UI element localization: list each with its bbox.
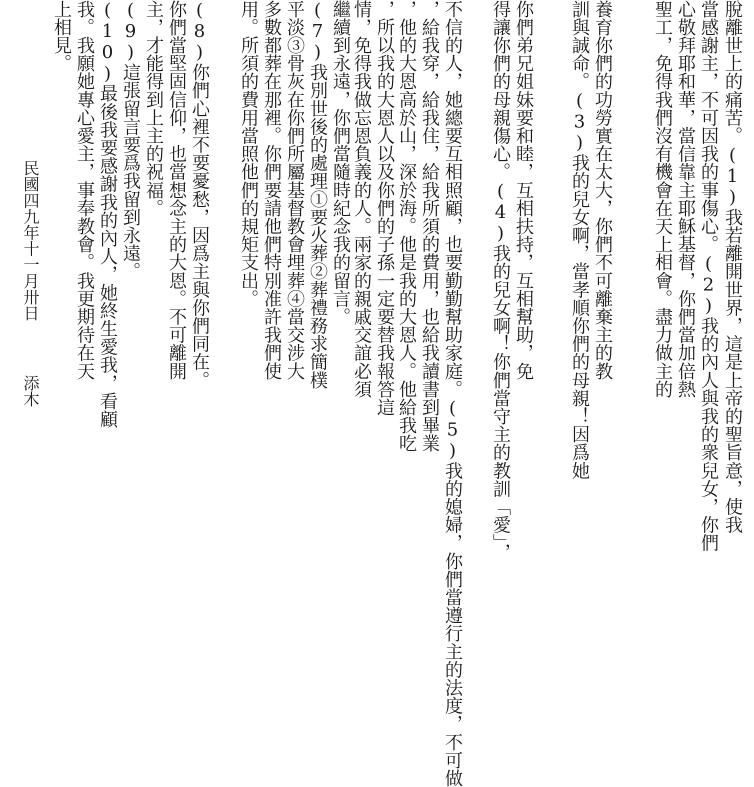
signature: 添木 [21,375,40,408]
text-column-23: (10)最後我要感謝我的內人，她終生愛我，看顧 [97,0,118,429]
text-column-15: (7)我別世後的處理①要火葬②葬禮務求簡樸 [307,0,328,390]
text-column-10: ，給我穿，給我住，給我所須的費用，也給我讀書到畢業 [419,0,440,453]
text-column-1: 脫離世上的痛苦。(1)我若離開世界，這是上帝的聖旨意，使我 [722,0,743,534]
text-column-6: 訓與誠命。(3)我的兒女啊，當孝順你們的母親！因爲她 [569,0,590,480]
text-column-20: 你們當堅固信仰，也當想念主的大恩。不可離開 [166,0,187,381]
text-column-17: 多數都葬在那裡。你們要請他們特別准許我們使 [261,0,282,381]
text-column-8: 得讓你們的母親傷心。(4)我的兒女啊！你們當守主的教訓「愛」， [490,0,511,562]
text-column-5: 養育你們的功勞實在太大，你們不可離棄主的教 [592,0,613,381]
text-column-3: 心敬拜耶和華，當信靠主耶穌基督，你們當加倍熱 [675,0,696,399]
text-column-24: 我。我願她專心愛主，事奉教會。我更期待在天 [74,0,95,381]
text-column-25: 上相見。 [51,0,72,73]
text-column-16: 平淡③骨灰在你們所屬基督教會埋葬④當交涉大 [284,0,305,381]
text-column-18: 用。所須的費用當照他們的規矩支出。 [238,0,259,308]
text-column-4: 聖工，免得我們沒有機會在天上相會。盡力做主的 [652,0,673,399]
text-column-13: 情，免得我做忘恩負義的人。兩家的親戚交誼必須 [351,0,372,399]
text-column-14: 繼續到永遠，你們當隨時紀念我的留言。 [330,0,351,326]
text-column-22: (9)這張留言要爲我留到永遠。 [120,0,141,281]
letter-date: 民國四九年十一月卅日 [21,160,40,321]
text-column-11: ，他的大恩高於山，深於海。他是我的大恩人。他給我吃 [396,0,417,453]
text-column-19: (8)你們心裡不要憂愁，因爲主與你們同在。 [189,0,210,390]
text-column-21: 主，才能得到上主的祝福。 [143,0,164,218]
text-column-12: ，所以我的大恩人以及你們的子孫一定要替我報答這 [374,0,395,417]
text-column-7: 你們弟兄姐妹要和睦，互相扶持，互相幫助，免 [513,0,534,381]
text-column-2: 當感謝主，不可因我的事傷心。(2)我的內人與我的衆兒女，你們 [698,0,719,552]
text-column-9: 不信的人，她總要互相照顧，也要勤勤幫助家庭。(5)我的媳婦，你們當遵行主的法度，不可做 [442,0,463,787]
